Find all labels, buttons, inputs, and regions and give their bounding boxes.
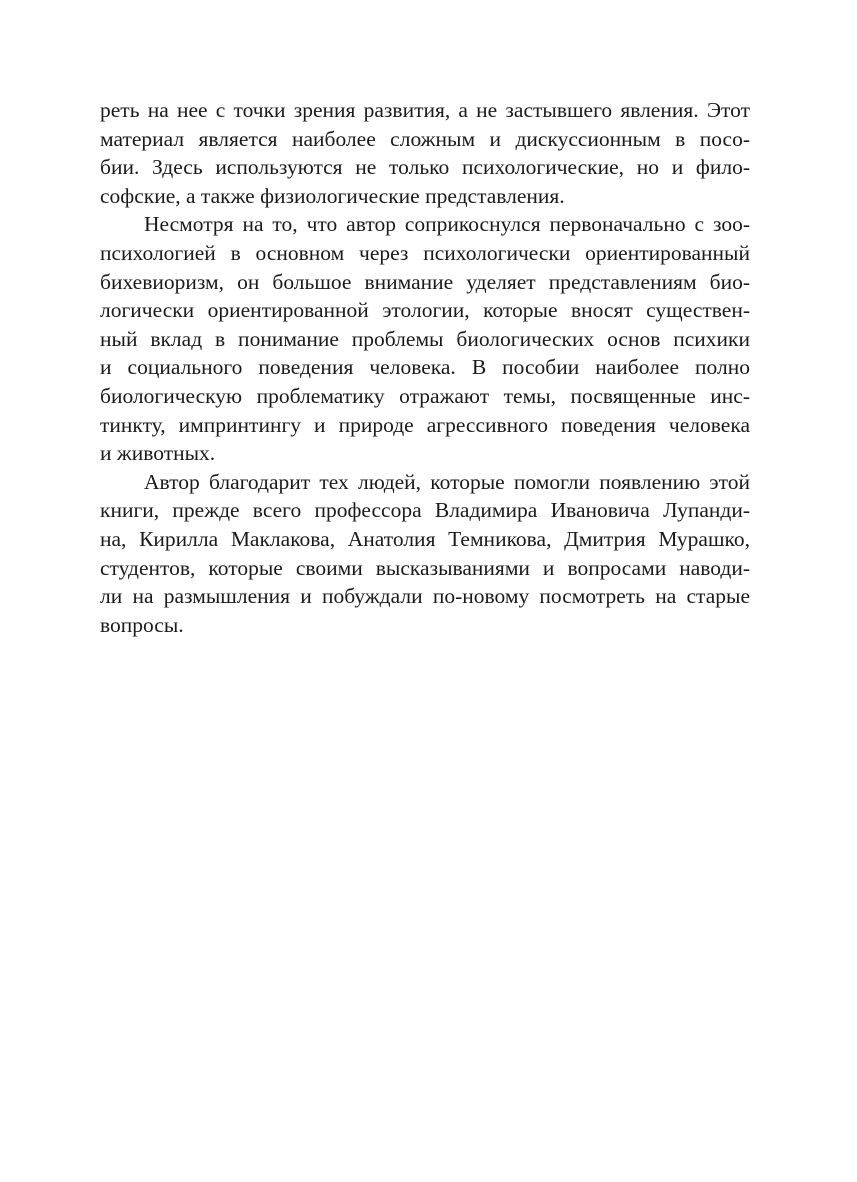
text-line: материал является наиболее сложным и дискуссионным в посо- — [100, 126, 750, 151]
text-line: бии. Здесь используются не только психологические, но и фило- — [100, 155, 750, 180]
text-line: биологическую проблематику отражают темы, посвященные инс- — [100, 383, 750, 408]
text-line: тинкту, импринтингу и природе агрессивного поведения человека — [100, 412, 750, 437]
text-line: и животных. — [100, 441, 216, 466]
text-line: Несмотря на то, что автор соприкоснулся первоначально с зоо- — [144, 212, 750, 237]
text-line: бихевиоризм, он большое внимание уделяет представлениям био- — [100, 269, 750, 294]
text-line: Автор благодарит тех людей, которые помогли появлению этой — [144, 469, 750, 494]
text-line: психологией в основном через психологически ориентированный — [100, 240, 750, 265]
text-line: вопросы. — [100, 612, 184, 637]
body-text — [100, 96, 750, 639]
paragraph-2 — [100, 210, 750, 467]
paragraph-1 — [100, 96, 750, 210]
text-line: на, Кирилла Маклакова, Анатолия Темникова, Дмитрия Мурашко, — [100, 526, 750, 551]
text-line: логически ориентированной этологии, которые вносят существен- — [100, 298, 750, 323]
text-line: книги, прежде всего профессора Владимира Ивановича Лупанди- — [100, 498, 750, 523]
text-line: ли на размышления и побуждали по-новому посмотреть на старые — [100, 584, 750, 609]
paragraph-3 — [100, 468, 750, 640]
text-line: ный вклад в понимание проблемы биологических основ психики — [100, 326, 750, 351]
text-line: студентов, которые своими высказываниями и вопросами наводи- — [100, 555, 750, 580]
text-line: реть на нее с точки зрения развития, а не застывшего явления. Этот — [100, 98, 750, 122]
text-line: и социального поведения человека. В пособии наиболее полно — [100, 355, 750, 380]
text-line: софские, а также физиологические представления. — [100, 183, 565, 208]
